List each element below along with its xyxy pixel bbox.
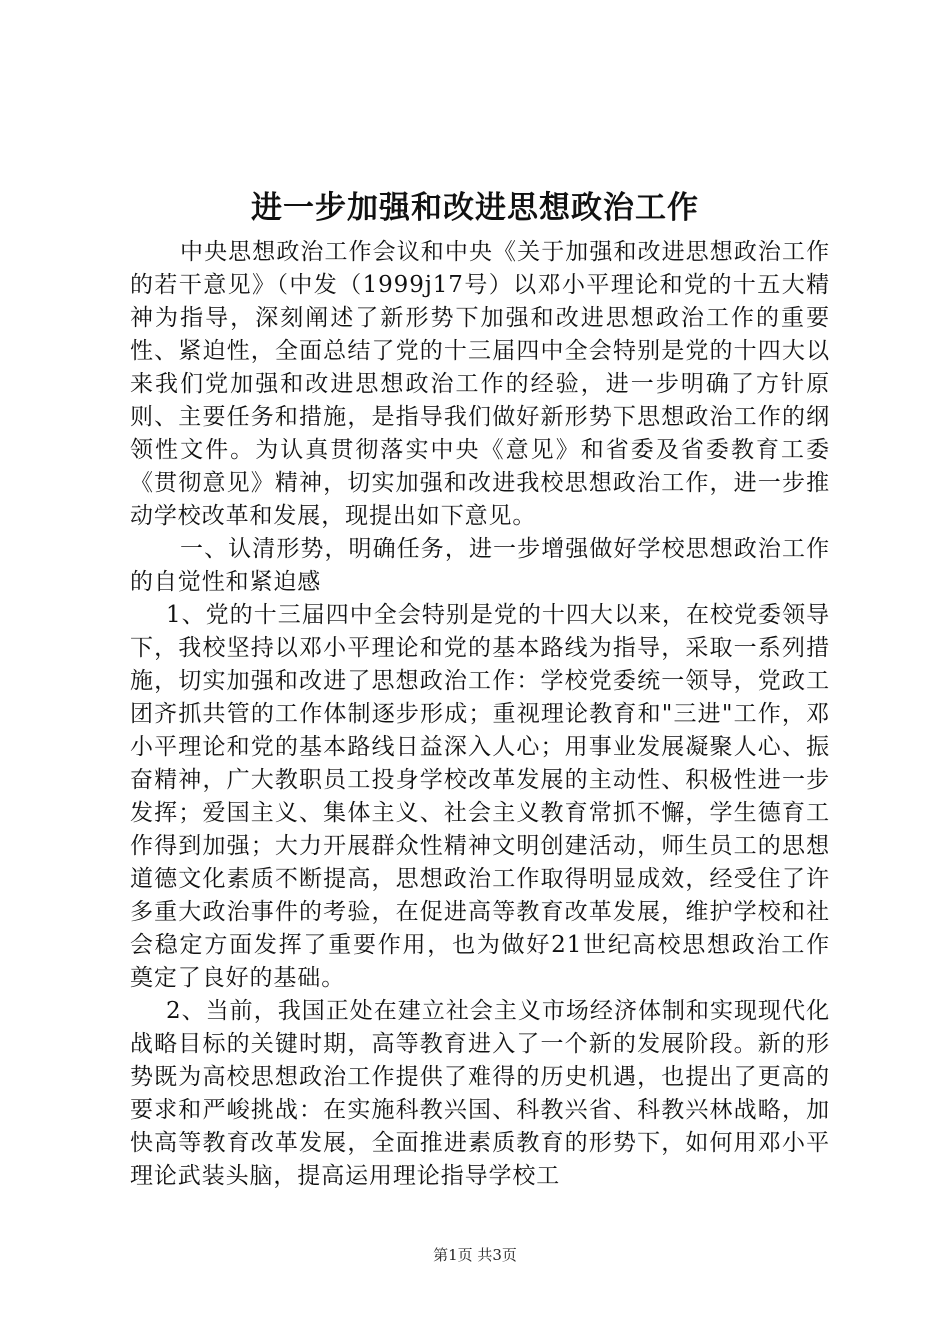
section-heading-1: 一、认清形势，明确任务，进一步增强做好学校思想政治工作的自觉性和紧迫感 (130, 536, 830, 595)
point-2-paragraph: 2、当前，我国正处在建立社会主义市场经济体制和实现现代化战略目标的关键时期，高等教育进入了一个新的发展阶段。新的形势既为高校思想政治工作提供了难得的历史机遇，也提出了更高的要求和严峻挑战：在实施科教兴国、科教兴省、科教兴林战略，加快高等教育改革发展，全面推进素质教育的形势下，如何用邓小平理论武装头脑，提高运用理论指导学校工 (130, 998, 830, 1189)
document-body (130, 236, 830, 1193)
page-number-footer: 第1页 共3页 (433, 1246, 517, 1264)
intro-paragraph: 中央思想政治工作会议和中央《关于加强和改进思想政治工作的若干意见》（中发（1999j17号）以邓小平理论和党的十五大精神为指导，深刻阐述了新形势下加强和改进思想政治工作的重要性、紧迫性，全面总结了党的十三届四中全会特别是党的十四大以来我们党加强和改进思想政治工作的经验，进一步明确了方针原则、主要任务和措施，是指导我们做好新形势下思想政治工作的纲领性文件。为认真贯彻落实中央《意见》和省委及省委教育工委《贯彻意见》精神，切实加强和改进我校思想政治工作，进一步推动学校改革和发展，现提出如下意见。 (130, 239, 830, 529)
document-title: 进一步加强和改进思想政治工作 (251, 190, 699, 226)
point-1-paragraph: 1、党的十三届四中全会特别是党的十四大以来，在校党委领导下，我校坚持以邓小平理论和党的基本路线为指导，采取一系列措施，切实加强和改进了思想政治工作：学校党委统一领导，党政工团齐抓共管的工作体制逐步形成；重视理论教育和"三进"工作，邓小平理论和党的基本路线日益深入人心；用事业发展凝聚人心、振奋精神，广大教职员工投身学校改革发展的主动性、积极性进一步发挥；爱国主义、集体主义、社会主义教育常抓不懈，学生德育工作得到加强；大力开展群众性精神文明创建活动，师生员工的思想道德文化素质不断提高，思想政治工作取得明显成效，经受住了许多重大政治事件的考验，在促进高等教育改革发展，维护学校和社会稳定方面发挥了重要作用，也为做好21世纪高校思想政治工作奠定了良好的基础。 (130, 602, 830, 991)
